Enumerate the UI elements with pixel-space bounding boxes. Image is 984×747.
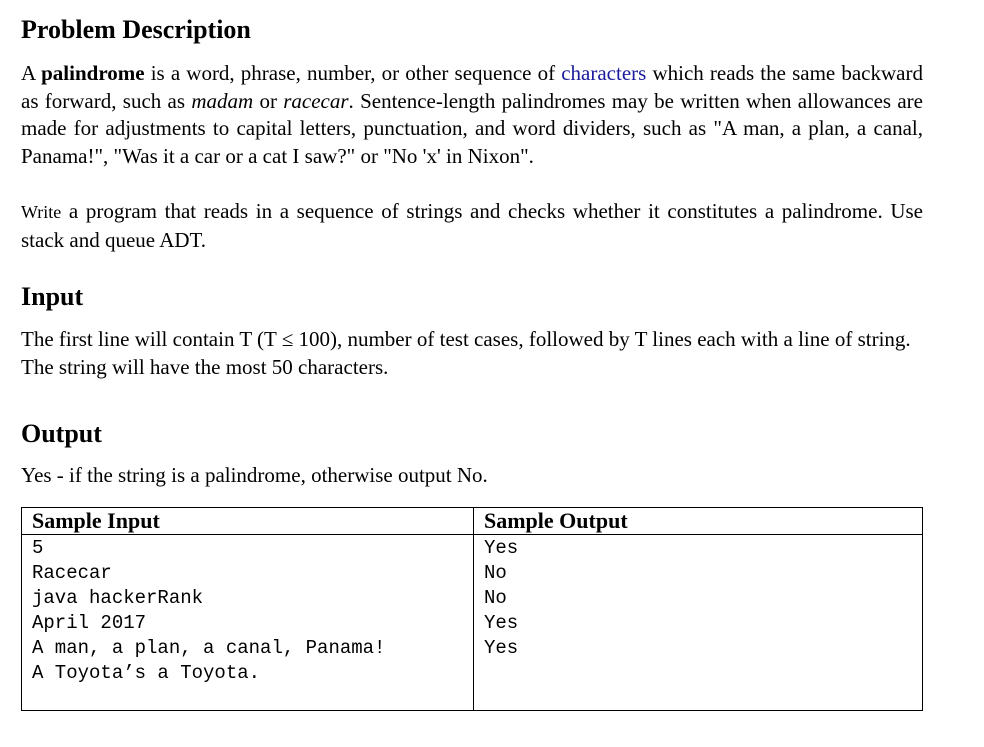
output-paragraph: Yes - if the string is a palindrome, otherwise output No. [21,463,488,487]
output-line: Yes [484,612,519,634]
output-line: No [484,587,507,609]
input-line: 5 [32,537,44,559]
input-paragraph: The first line will contain T (T ≤ 100), number of test cases, followed by T lines each with a line of string. The string will have the most 50 characters. [21,327,911,379]
text: a program that reads in a sequence of strings and checks whether it constitutes a palindrome. Use stack and queue ADT. [21,199,923,252]
problem-paragraph [21,60,923,170]
input-line: April 2017 [32,612,147,634]
output-heading: Output [21,419,102,448]
italic-example: madam [191,88,254,113]
input-heading: Input [21,282,84,311]
sample-output-cell [474,535,923,711]
input-line: java hackerRank [32,587,204,609]
sample-input-header: Sample Input [22,508,474,535]
characters-link[interactable]: characters [561,61,647,85]
text: A [21,61,42,85]
text: or [253,88,284,113]
input-line: A man, a plan, a canal, Panama! [32,637,386,659]
input-line: A Toyota’s a Toyota. [32,662,261,684]
text: Write [21,202,62,222]
problem-description-heading: Problem Description [21,15,251,44]
input-line: Racecar [32,562,112,584]
sample-table [21,507,923,711]
task-paragraph [21,198,923,254]
sample-input-cell [22,535,474,711]
sample-output-header: Sample Output [474,508,923,535]
output-line: Yes [484,637,519,659]
text: is a word, phrase, number, or other sequence of [144,61,562,85]
italic-example: racecar [283,88,349,113]
bold-term: palindrome [41,61,145,85]
text: which reads the same backward as forward, such as [21,61,923,113]
output-line: Yes [484,537,519,559]
text: . Sentence-length palindromes may be written when allowances are made for adjustments to capital letters, punctuation, and word dividers, such as "A man, a plan, a canal, Panama!", "Was it a car or a cat I saw?" or "No 'x' in Nixon". [21,88,923,168]
output-line: No [484,562,507,584]
